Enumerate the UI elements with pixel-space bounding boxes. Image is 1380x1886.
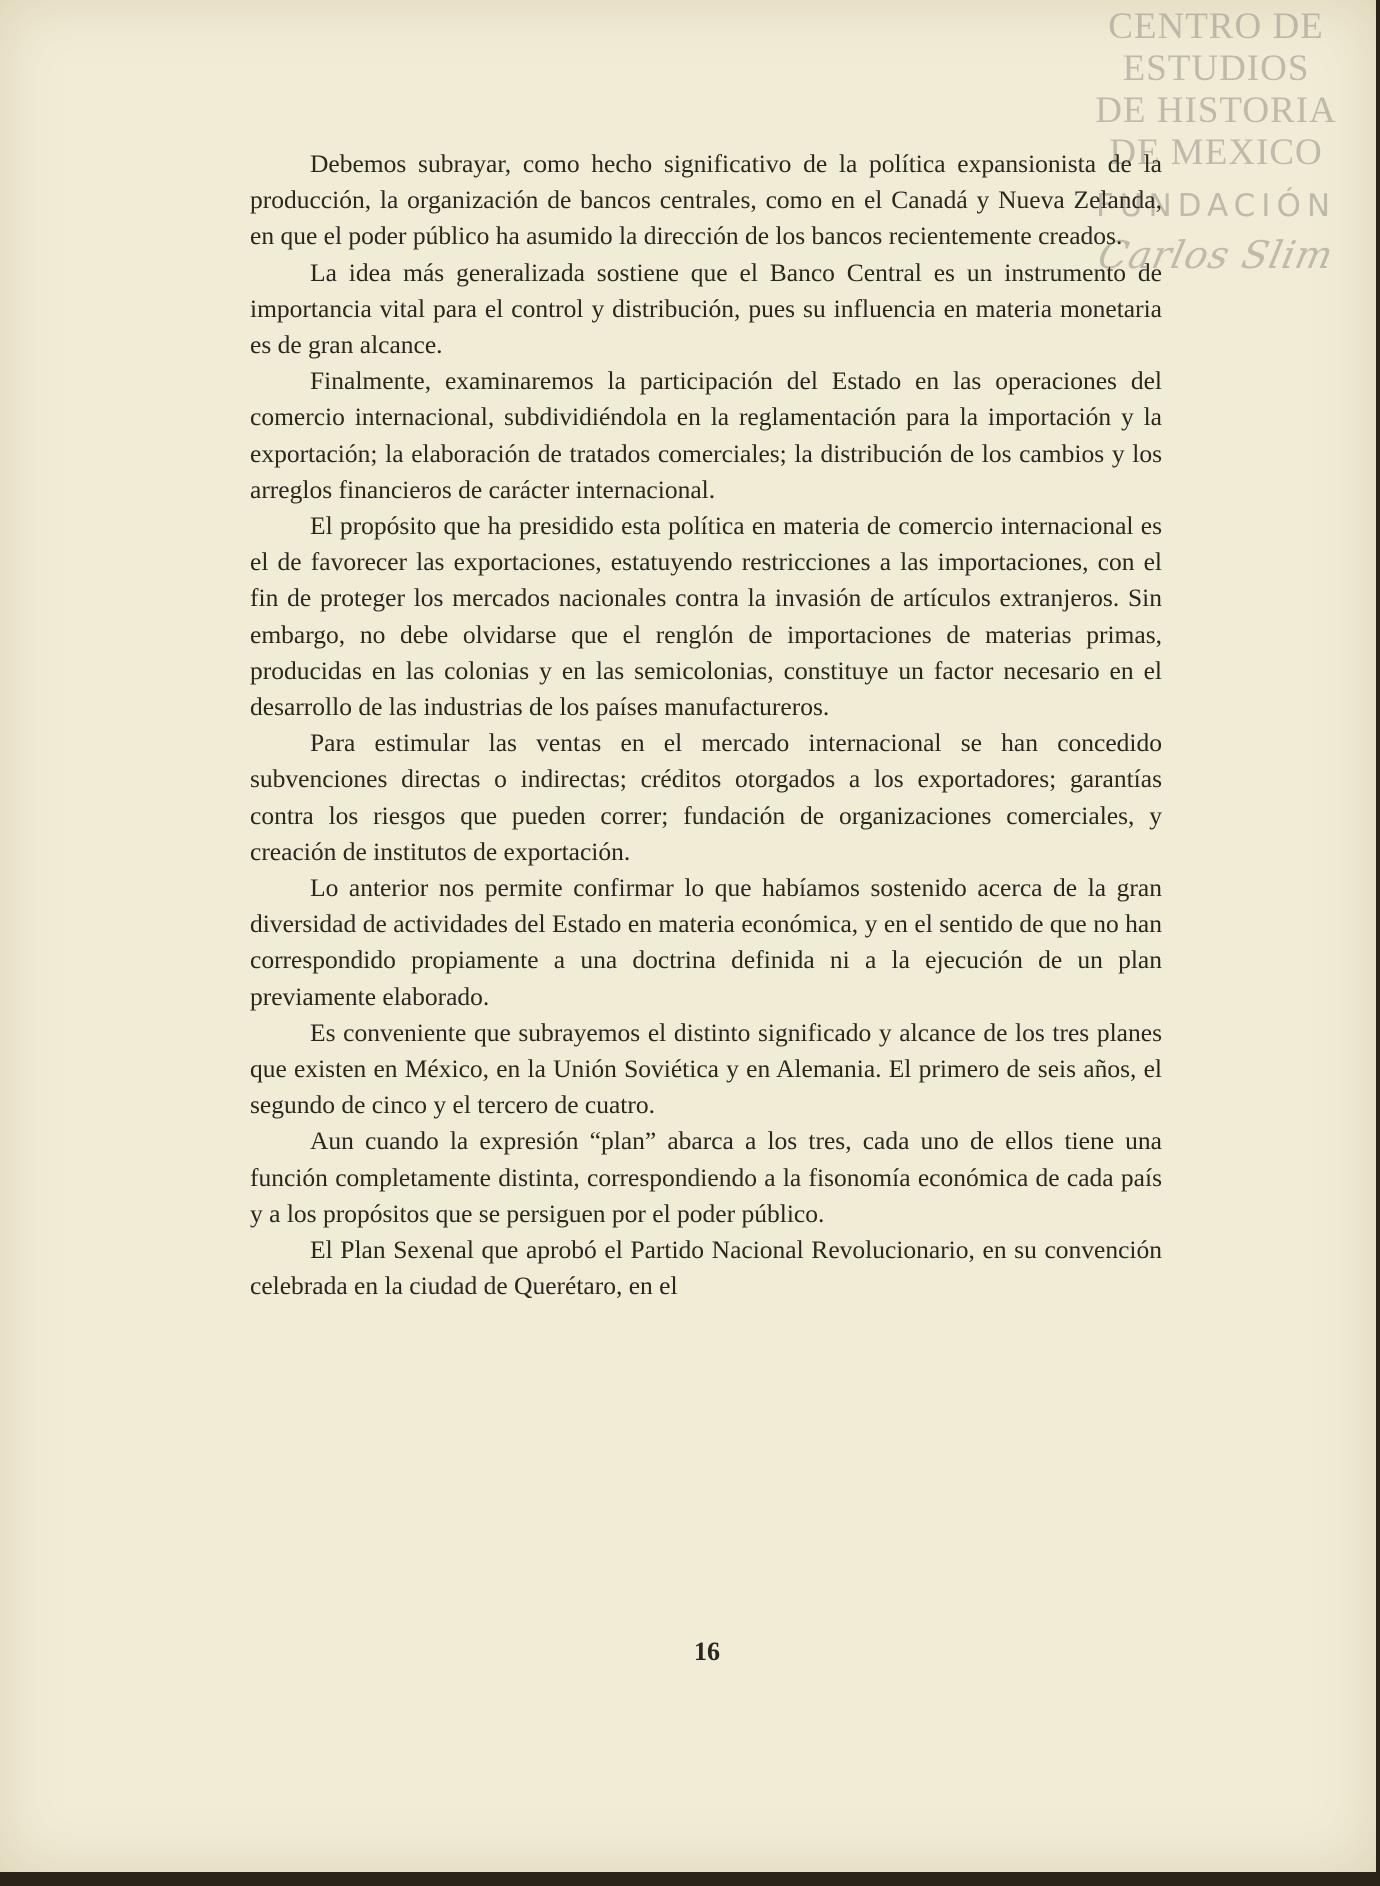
watermark-signature: Carlos Slim bbox=[1094, 233, 1338, 277]
paragraph: Es conveniente que subrayemos el distinto significado y alcance de los tres planes que existen en México, en la Unión Soviética y en Alemania. El primero de seis años, el segundo de cinco y el tercero de cuatro. bbox=[250, 1017, 1162, 1120]
watermark-line: ESTUDIOS bbox=[1122, 48, 1310, 89]
paragraph: Para estimular las ventas en el mercado internacional se han concedido subvenciones directas o indirectas; créditos otorgados a los exportadores; garantías contra los riesgos que pueden correr; fundación de organizaciones comerciales, y creación de institutos de exportación. bbox=[250, 728, 1162, 866]
watermark-line: CENTRO DE bbox=[1108, 6, 1324, 47]
paragraph: El Plan Sexenal que aprobó el Partido Nacional Revolucionario, en su convención celebrada en la ciudad de Querétaro, en el bbox=[250, 1235, 1162, 1301]
watermark-fundacion: FUNDACIÓN bbox=[1095, 188, 1337, 224]
page-number: 16 bbox=[694, 1637, 720, 1666]
body-text bbox=[250, 146, 1162, 1305]
watermark-line: DE MEXICO bbox=[1109, 132, 1323, 173]
paragraph: El propósito que ha presidido esta política en materia de comercio internacional es el de favorecer las exportaciones, estatuyendo restricciones a las importaciones, con el fin de proteger los mercados nacionales contra la invasión de artículos extranjeros. Sin embargo, no debe olvidarse que el renglón de importaciones de materias primas, producidas en las colonias y en las semicolonias, constituye un factor necesario en el desarrollo de las industrias de los países manufactureros. bbox=[250, 511, 1162, 722]
paragraph: Finalmente, examinaremos la participación del Estado en las operaciones del comercio internacional, subdividiéndola en la reglamentación para la importación y la exportación; la elaboración de tratados comerciales; la distribución de los cambios y los arreglos financieros de carácter internacional. bbox=[250, 366, 1162, 504]
watermark-line: DE HISTORIA bbox=[1095, 90, 1337, 131]
paragraph: Lo anterior nos permite confirmar lo que habíamos sostenido acerca de la gran diversidad de actividades del Estado en materia económica, y en el sentido de que no han correspondido propiamente a una doctrina definida ni a la ejecución de un plan previamente elaborado. bbox=[250, 873, 1162, 1011]
paragraph: Aun cuando la expresión “plan” abarca a los tres, cada uno de ellos tiene una función completamente distinta, correspondiendo a la fisonomía económica de cada país y a los propósitos que se persiguen por el poder público. bbox=[250, 1126, 1162, 1228]
paragraph: Debemos subrayar, como hecho significativo de la política expansionista de la producción, la organización de bancos centrales, como en el Canadá y Nueva Zelanda, en que el poder público ha asumido la dirección de los bancos recientemente creados. bbox=[250, 149, 1162, 251]
paragraph: La idea más generalizada sostiene que el Banco Central es un instrumento de importancia vital para el control y distribución, pues su influencia en materia monetaria es de gran alcance. bbox=[250, 257, 1162, 360]
